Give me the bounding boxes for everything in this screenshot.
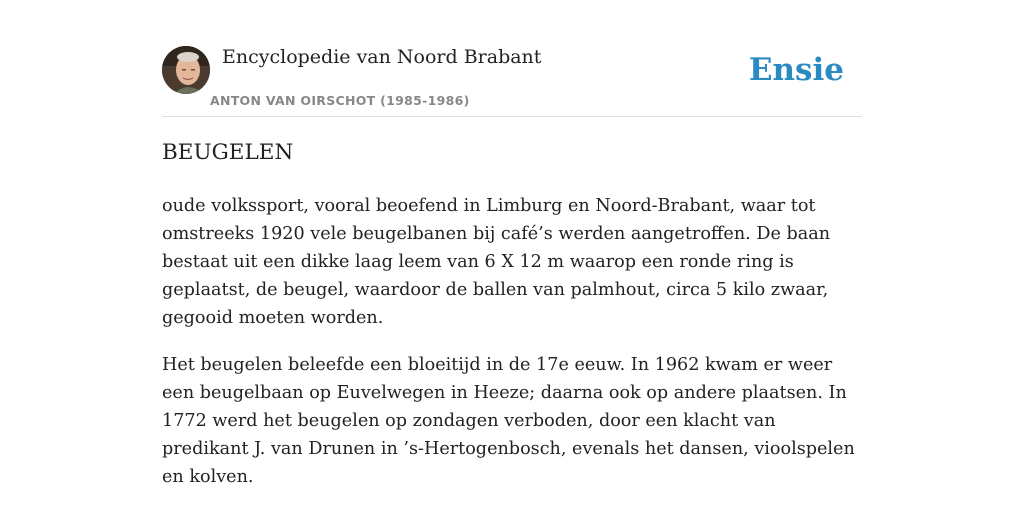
site-name-link[interactable]: Encyclopedie van Noord Brabant xyxy=(222,46,542,68)
article-paragraph: oude volkssport, vooral beoefend in Limburg en Noord-Brabant, waar tot omstreeks 1920 vele beugelbanen bij café’s werden aangetroffen. De baan bestaat uit een dikke laag leem van 6 X 12 m waarop een ronde ring is geplaatst, de beugel, waardoor de ballen van palmhout, circa 5 kilo zwaar, gegooid moeten worden. xyxy=(162,196,831,328)
article-title: BEUGELEN xyxy=(162,140,294,165)
ensie-logo[interactable]: Ensie xyxy=(748,52,844,88)
header xyxy=(162,46,862,117)
article-body xyxy=(162,192,862,510)
article-paragraph: Het beugelen beleefde een bloeitijd in de 17e eeuw. In 1962 kwam er weer een beugelbaan op Euvelwegen in Heeze; daarna ook op andere plaatsen. In 1772 werd het beugelen op zondagen verboden, door een klacht van predikant J. van Drunen in ’s-Hertogenbosch, evenals het dansen, vioolspelen en kolven. xyxy=(162,355,855,487)
author-avatar xyxy=(162,46,210,94)
author-portrait-image xyxy=(162,46,210,94)
author-name: ANTON VAN OIRSCHOT (1985-1986) xyxy=(210,93,470,108)
